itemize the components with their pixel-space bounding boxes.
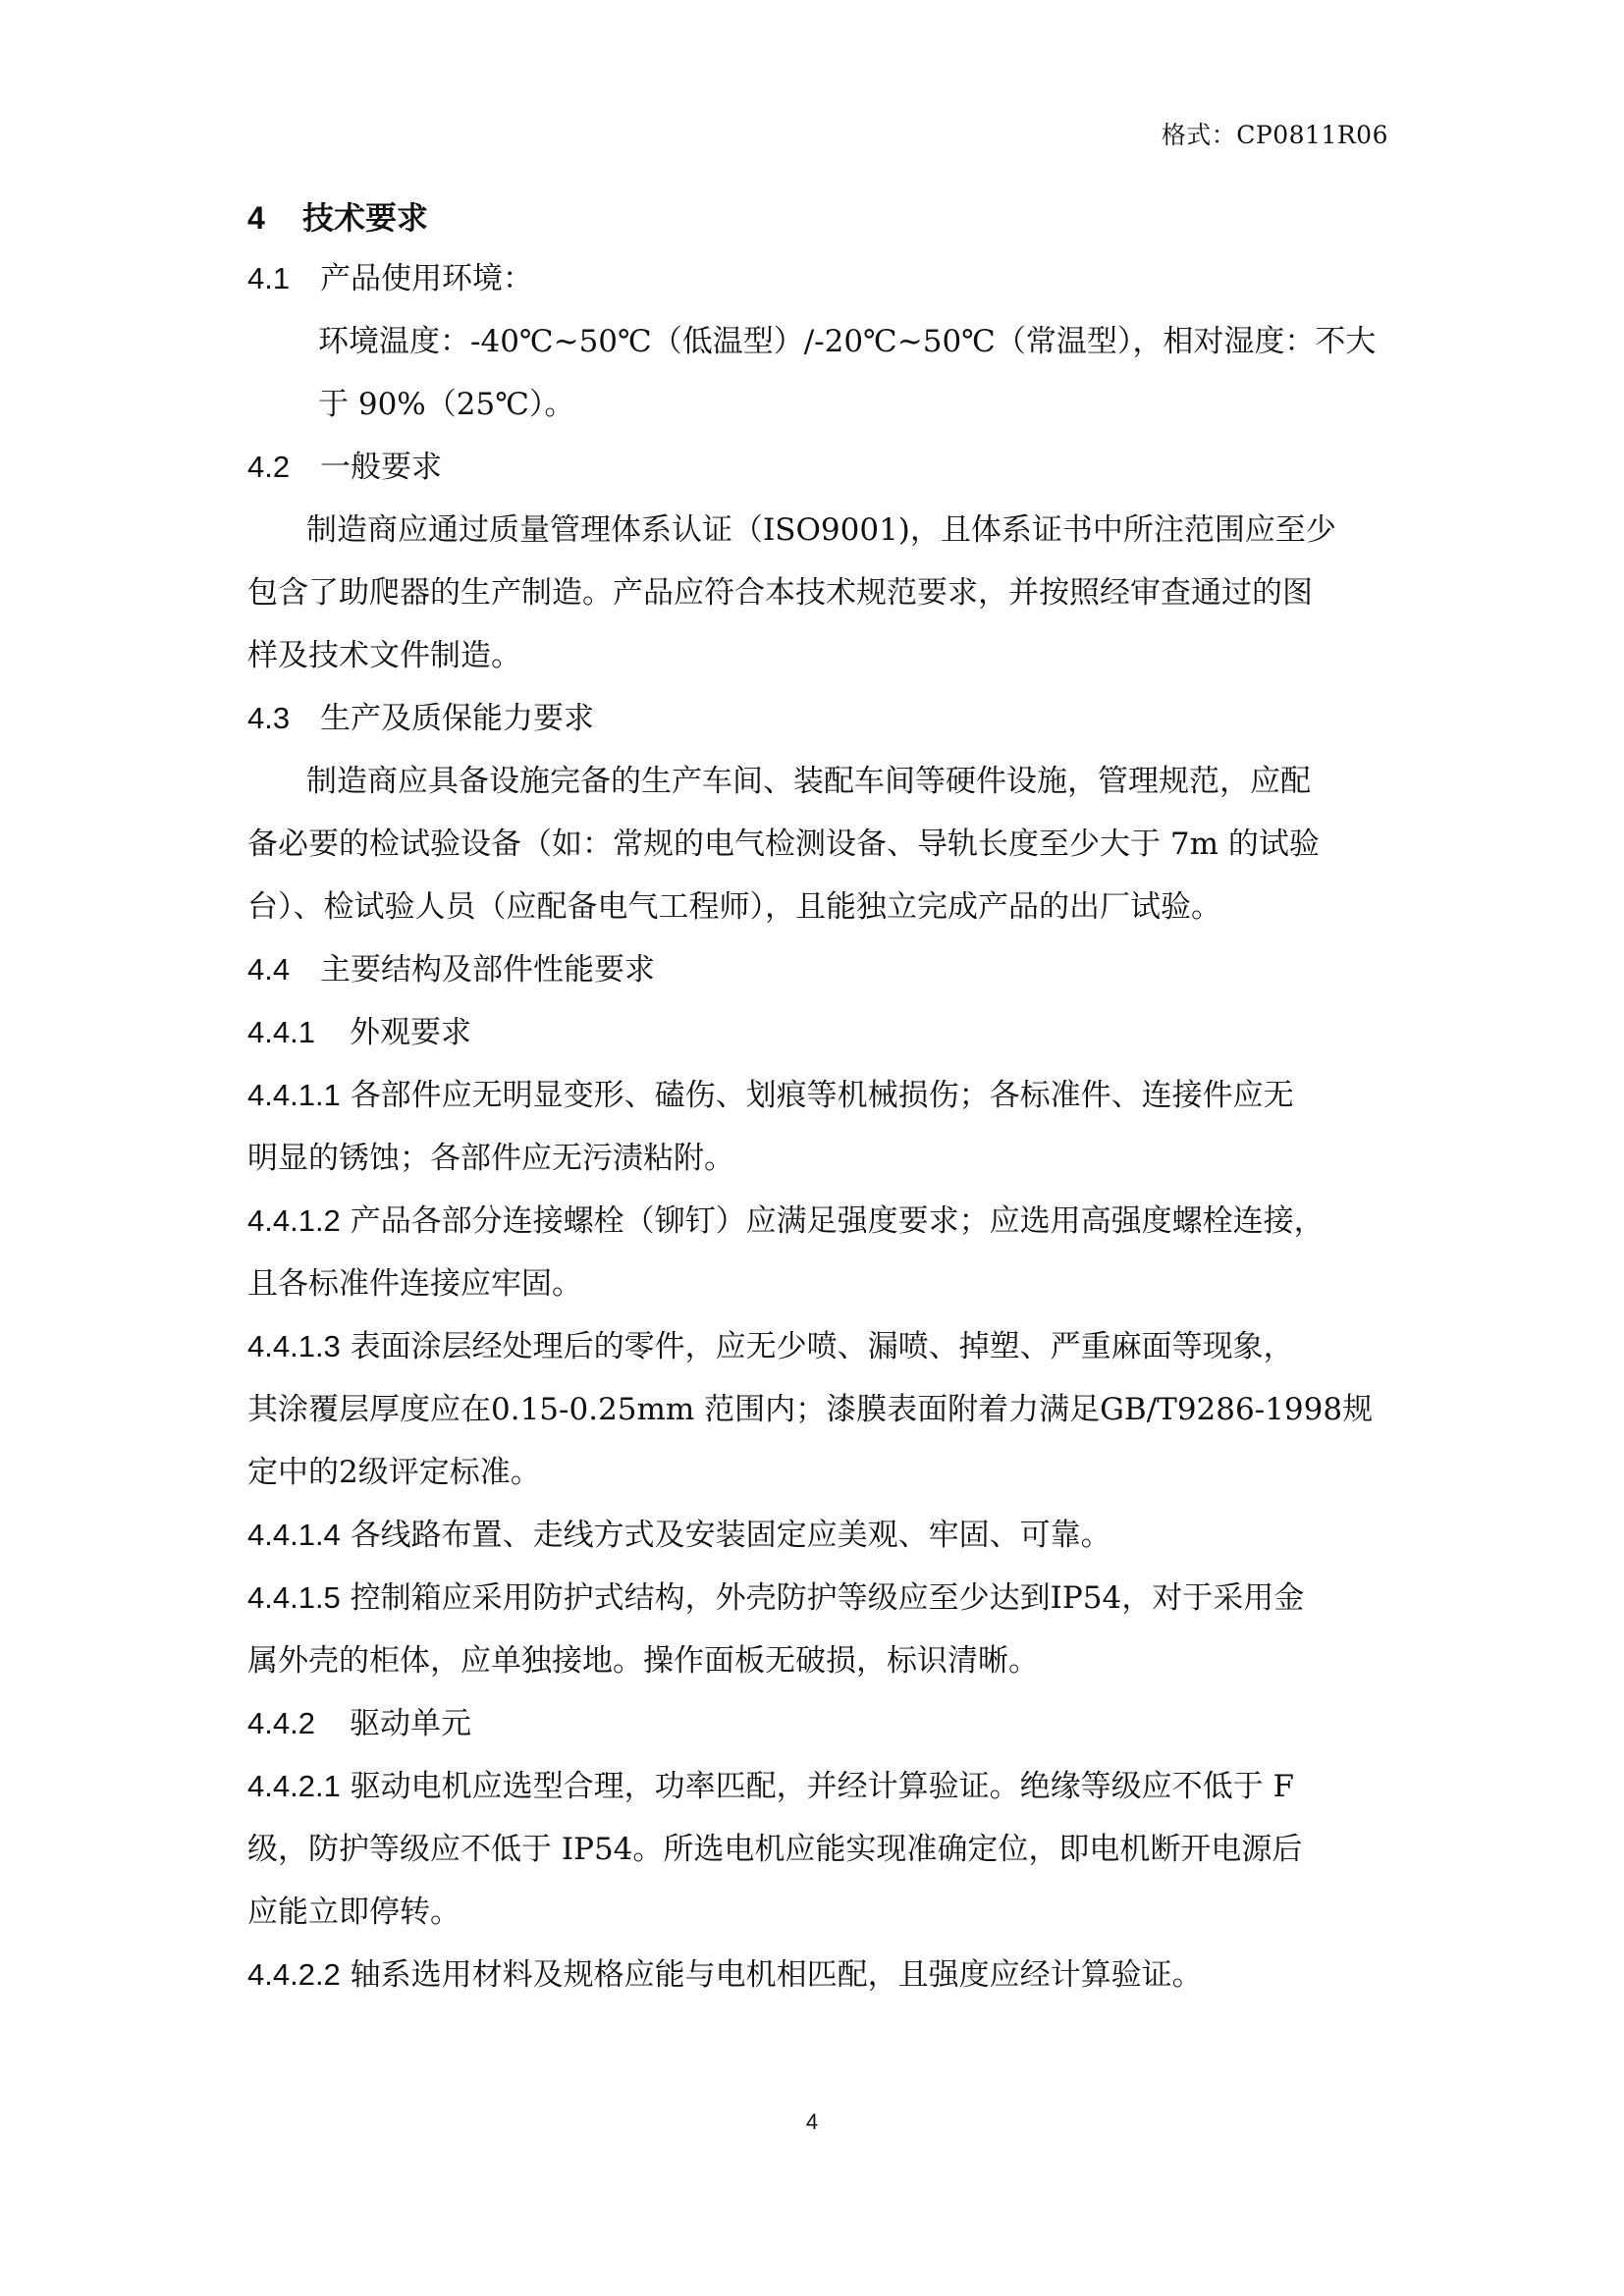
item-4-4-1-3-continuation: 定中的2级评定标准。 (247, 1455, 541, 1490)
clause-number: 4.4.1 (247, 1015, 315, 1049)
clause-number: 4.1 (247, 261, 291, 295)
section-title: 技术要求 (302, 199, 429, 237)
clause-number: 4.4.2 (247, 1706, 315, 1740)
item-text: 各线路布置、走线方式及安装固定应美观、牢固、可靠。 (350, 1518, 1111, 1553)
clause-number: 4.3 (247, 701, 291, 735)
clause-4-3-heading (247, 703, 1386, 734)
item-text: 表面涂层经处理后的零件，应无少喷、漏喷、掉塑、严重麻面等现象， (350, 1329, 1294, 1364)
section-4-heading (247, 199, 1386, 237)
clause-4-1-line: 于 90%（25℃）。 (318, 387, 575, 422)
item-4-4-2-1-continuation: 级，防护等级应不低于 IP54。所选电机应能实现准确定位，即电机断开电源后 (247, 1832, 1303, 1867)
item-text: 产品各部分连接螺栓（铆钉）应满足强度要求；应选用高强度螺栓连接， (350, 1203, 1325, 1239)
clause-4-2-line: 样及技术文件制造。 (247, 638, 521, 673)
clause-4-3-line: 制造商应具备设施完备的生产车间、装配车间等硬件设施，管理规范，应配 (306, 764, 1311, 799)
clause-heading: 产品使用环境： (320, 261, 533, 296)
clause-heading: 主要结构及部件性能要求 (320, 952, 655, 988)
clause-4-3-line: 备必要的检试验设备（如：常规的电气检测设备、导轨长度至少大于 7m 的试验 (247, 827, 1320, 862)
item-4-4-1-5 (247, 1582, 1386, 1614)
item-4-4-2-2 (247, 1959, 1386, 1991)
item-text: 驱动电机应选型合理，功率匹配，并经计算验证。绝缘等级应不低于 F (350, 1769, 1295, 1804)
item-number: 4.4.1.1 (247, 1078, 341, 1112)
item-number: 4.4.1.2 (247, 1203, 341, 1238)
clause-4-4-2-heading (247, 1708, 1386, 1739)
item-4-4-1-5-continuation: 属外壳的柜体，应单独接地。操作面板无破损，标识清晰。 (247, 1643, 1039, 1679)
clause-4-4-heading (247, 954, 1386, 986)
item-number: 4.4.2.2 (247, 1957, 341, 1992)
item-number: 4.4.2.1 (247, 1769, 341, 1803)
clause-heading: 生产及质保能力要求 (320, 701, 594, 736)
item-number: 4.4.1.4 (247, 1518, 341, 1552)
item-4-4-2-1 (247, 1771, 1386, 1802)
item-4-4-1-3 (247, 1331, 1386, 1362)
item-4-4-1-2 (247, 1205, 1386, 1237)
page-number: 4 (805, 2109, 819, 2134)
clause-4-2-heading (247, 452, 1386, 483)
clause-4-2-line: 制造商应通过质量管理体系认证（ISO9001)，且体系证书中所注范围应至少 (306, 512, 1336, 548)
clause-4-1-heading (247, 263, 1386, 294)
clause-4-1-line: 环境温度：-40℃~50℃（低温型）/-20℃~50℃（常温型），相对湿度：不大 (318, 324, 1377, 359)
clause-number: 4.4 (247, 952, 291, 987)
clause-heading: 外观要求 (350, 1015, 471, 1050)
item-number: 4.4.1.5 (247, 1580, 341, 1615)
item-number: 4.4.1.3 (247, 1329, 341, 1363)
document-format-code: 格式：CP0811R06 (1161, 121, 1388, 149)
clause-4-2-line: 包含了助爬器的生产制造。产品应符合本技术规范要求，并按照经审查通过的图 (247, 575, 1313, 611)
item-4-4-1-2-continuation: 且各标准件连接应牢固。 (247, 1266, 582, 1302)
clause-4-4-1-heading (247, 1017, 1386, 1048)
clause-4-3-line: 台）、检试验人员（应配备电气工程师），且能独立完成产品的出厂试验。 (247, 889, 1221, 925)
item-4-4-1-3-continuation: 其涂覆层厚度应在0.15-0.25mm 范围内；漆膜表面附着力满足GB/T9286-1998规 (247, 1392, 1374, 1427)
item-text: 控制箱应采用防护式结构，外壳防护等级应至少达到IP54，对于采用金 (350, 1580, 1305, 1616)
item-4-4-2-1-continuation: 应能立即停转。 (247, 1895, 460, 1930)
item-4-4-1-4 (247, 1520, 1386, 1551)
page-content (247, 199, 1386, 2022)
item-4-4-1-1 (247, 1080, 1386, 1111)
section-number: 4 (247, 200, 265, 236)
item-text: 轴系选用材料及规格应能与电机相匹配，且强度应经计算验证。 (350, 1957, 1203, 1993)
item-text: 各部件应无明显变形、磕伤、划痕等机械损伤；各标准件、连接件应无 (350, 1078, 1294, 1113)
clause-heading: 驱动单元 (350, 1706, 471, 1741)
clause-heading: 一般要求 (320, 450, 442, 485)
clause-number: 4.2 (247, 450, 291, 484)
item-4-4-1-1-continuation: 明显的锈蚀；各部件应无污渍粘附。 (247, 1141, 734, 1176)
